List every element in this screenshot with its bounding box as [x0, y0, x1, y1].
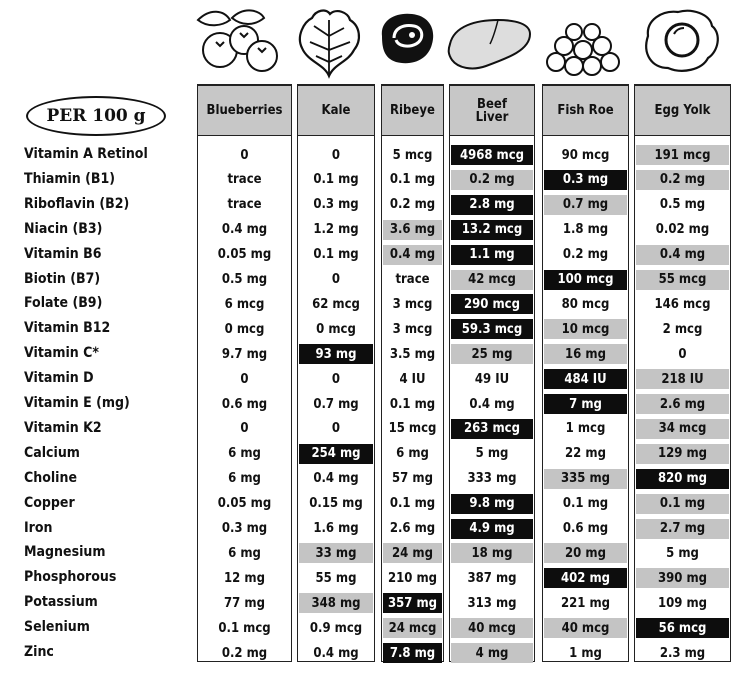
nutrient-value-cell: 0.3 mg: [221, 521, 268, 536]
nutrient-value-cell: 24 mg: [383, 543, 442, 563]
nutrient-value-cell: 2.6 mg: [389, 521, 436, 536]
ribeye-icon: [374, 6, 440, 70]
food-column-header: Kale: [297, 85, 375, 136]
food-column-header: Beef Liver: [449, 85, 535, 136]
nutrient-label: Vitamin D: [24, 370, 94, 387]
nutrient-value-cell: 3.5 mg: [389, 346, 436, 362]
nutrient-value-cell: 221 mg: [560, 595, 611, 611]
nutrient-value-cell: 263 mcg: [451, 419, 533, 439]
nutrient-value-cell: 0.1 mg: [636, 494, 729, 514]
nutrient-value-cell: 18 mg: [451, 543, 533, 563]
nutrient-value-cell: 0: [240, 421, 249, 437]
nutrient-value-cell: 0: [240, 371, 249, 387]
nutrient-value-cell: 9.8 mg: [451, 494, 533, 514]
nutrient-value-cell: 12 mg: [224, 570, 265, 586]
nutrient-value-cell: 1.8 mg: [562, 222, 609, 238]
nutrient-value-cell: 0.02 mg: [655, 222, 710, 238]
nutrient-value-cell: 40 mcg: [544, 618, 627, 638]
nutrient-value-cell: 109 mg: [657, 595, 708, 611]
nutrient-value-cell: 2 mcg: [662, 321, 703, 337]
nutrient-value-cell: 129 mg: [636, 444, 729, 464]
nutrient-value-cell: 90 mcg: [561, 147, 610, 163]
nutrient-value-cell: 0.7 mg: [544, 195, 627, 215]
nutrient-label: Vitamin C*: [24, 345, 99, 362]
nutrient-value-cell: 0.2 mg: [562, 247, 609, 263]
nutrient-value-cell: 0.2 mg: [389, 197, 436, 213]
nutrient-label: Phosphorous: [24, 569, 117, 586]
nutrient-value-cell: 210 mg: [387, 570, 438, 586]
nutrient-value-cell: 7.8 mg: [383, 643, 442, 663]
nutrient-value-cell: 820 mg: [636, 469, 729, 489]
nutrient-value-cell: 390 mg: [636, 568, 729, 588]
nutrient-value-cell: 0.05 mg: [217, 496, 272, 512]
nutrient-value-cell: 0.4 mg: [313, 645, 359, 661]
nutrient-value-cell: 10 mcg: [544, 319, 627, 339]
nutrient-value-cell: 2.8 mg: [451, 195, 533, 215]
nutrient-label: Calcium: [24, 444, 80, 461]
nutrient-value-cell: 146 mcg: [654, 296, 711, 312]
nutrient-value-cell: 313 mg: [467, 595, 517, 611]
food-column-header: Fish Roe: [542, 85, 629, 136]
nutrient-value-cell: 0.4 mg: [383, 245, 442, 265]
nutrient-value-cell: 93 mg: [299, 344, 373, 364]
nutrient-value-cell: 6 mcg: [224, 296, 265, 312]
nutrient-value-cell: 4.9 mg: [451, 519, 533, 539]
nutrient-label: Potassium: [24, 594, 98, 611]
nutrient-value-cell: 6 mg: [396, 446, 429, 462]
nutrient-value-cell: 0.1 mg: [389, 496, 436, 512]
nutrient-value-cell: 0.1 mg: [389, 172, 436, 188]
nutrient-value-cell: 16 mg: [544, 344, 627, 364]
nutrient-value-cell: 254 mg: [299, 444, 373, 464]
nutrient-value-cell: 335 mg: [544, 469, 627, 489]
nutrient-value-cell: 0.1 mg: [313, 247, 359, 263]
nutrient-value-cell: 3.6 mg: [383, 220, 442, 240]
nutrient-value-cell: 6 mg: [228, 446, 261, 462]
food-column: [449, 84, 535, 662]
nutrient-value-cell: 1.2 mg: [313, 222, 359, 238]
nutrient-value-cell: 0.1 mg: [389, 396, 436, 412]
nutrient-value-cell: 290 mcg: [451, 294, 533, 314]
nutrient-value-cell: 0: [331, 371, 341, 387]
nutrient-value-cell: 55 mcg: [636, 270, 729, 290]
nutrient-value-cell: 0.05 mg: [217, 247, 272, 263]
nutrient-value-cell: 6 mg: [228, 545, 261, 561]
nutrient-label: Vitamin K2: [24, 419, 102, 436]
nutrient-label: Folate (B9): [24, 295, 103, 312]
fish-roe-icon: [540, 6, 626, 78]
nutrient-value-cell: 218 IU: [636, 369, 729, 389]
nutrient-value-cell: 42 mcg: [451, 270, 533, 290]
nutrient-value-cell: 2.7 mg: [636, 519, 729, 539]
nutrient-label: Niacin (B3): [24, 220, 103, 237]
nutrient-value-cell: 59.3 mcg: [451, 319, 533, 339]
nutrient-value-cell: 7 mg: [544, 394, 627, 414]
nutrient-value-cell: 100 mcg: [544, 270, 627, 290]
food-column: [381, 84, 444, 662]
nutrient-value-cell: 0.7 mg: [313, 396, 359, 412]
nutrient-value-cell: 0.3 mg: [544, 170, 627, 190]
nutrient-value-cell: 0.6 mg: [221, 396, 268, 412]
nutrient-value-cell: 1.1 mg: [451, 245, 533, 265]
nutrient-value-cell: 0.2 mg: [221, 645, 268, 661]
nutrient-value-cell: 348 mg: [299, 593, 373, 613]
nutrient-label: Vitamin B6: [24, 245, 102, 262]
nutrient-value-cell: 387 mg: [467, 570, 517, 586]
nutrient-value-cell: 62 mcg: [312, 296, 360, 312]
nutrient-value-cell: 0.1 mg: [562, 496, 609, 512]
nutrient-label: Vitamin B12: [24, 320, 111, 337]
nutrient-value-cell: 357 mg: [383, 593, 442, 613]
nutrient-value-cell: 3 mcg: [392, 321, 433, 337]
nutrient-value-cell: 484 IU: [544, 369, 627, 389]
nutrient-value-cell: 0: [331, 421, 341, 437]
food-column: [297, 84, 375, 662]
food-column: [634, 84, 731, 662]
nutrient-label: Biotin (B7): [24, 270, 101, 287]
nutrient-value-cell: 0.5 mg: [659, 197, 706, 213]
nutrient-value-cell: 0.1 mg: [313, 172, 359, 188]
nutrient-value-cell: 5 mg: [475, 446, 509, 462]
nutrient-label: Copper: [24, 494, 75, 511]
nutrient-value-cell: 24 mcg: [383, 618, 442, 638]
nutrient-value-cell: 0: [331, 147, 341, 163]
nutrient-value-cell: 6 mg: [228, 471, 261, 487]
nutrient-value-cell: 0.2 mg: [636, 170, 729, 190]
nutrient-value-cell: 0: [331, 272, 341, 287]
nutrient-value-cell: 9.7 mg: [221, 346, 268, 362]
blueberries-icon: [192, 6, 284, 78]
nutrient-value-cell: 80 mcg: [561, 296, 610, 312]
per-100g-text: PER 100 g: [46, 106, 146, 126]
nutrient-value-cell: 55 mg: [315, 570, 357, 586]
nutrient-label: Magnesium: [24, 544, 106, 561]
nutrient-value-cell: 1.6 mg: [313, 521, 359, 536]
nutrient-value-cell: 57 mg: [392, 471, 433, 487]
nutrient-value-cell: 33 mg: [299, 543, 373, 563]
nutrient-value-cell: trace: [227, 197, 262, 213]
nutrient-label: Thiamin (B1): [24, 170, 116, 187]
nutrient-value-cell: 77 mg: [224, 595, 265, 611]
nutrient-value-cell: 1 mcg: [565, 421, 606, 437]
nutrient-value-cell: 56 mcg: [636, 618, 729, 638]
nutrient-value-cell: 0.5 mg: [221, 272, 268, 287]
nutrient-value-cell: 4 mg: [451, 643, 533, 663]
nutrient-value-cell: 4 IU: [399, 371, 426, 387]
food-column-header: Ribeye: [381, 85, 444, 136]
kale-icon: [294, 6, 364, 80]
nutrient-value-cell: 5 mg: [666, 545, 699, 561]
nutrient-value-cell: 13.2 mcg: [451, 220, 533, 240]
nutrient-value-cell: 40 mcg: [451, 618, 533, 638]
nutrient-value-cell: 333 mg: [467, 471, 517, 487]
nutrient-label: Vitamin E (mg): [24, 395, 130, 411]
nutrient-value-cell: 2.6 mg: [636, 394, 729, 414]
nutrient-value-cell: trace: [227, 172, 262, 188]
nutrient-value-cell: 191 mcg: [636, 145, 729, 165]
nutrient-value-cell: 0: [678, 346, 687, 362]
nutrient-value-cell: 0.3 mg: [313, 197, 359, 213]
nutrient-value-cell: 4968 mcg: [451, 145, 533, 165]
nutrient-value-cell: 0.15 mg: [309, 496, 363, 512]
nutrient-value-cell: 2.3 mg: [659, 645, 706, 661]
nutrient-value-cell: 34 mcg: [636, 419, 729, 439]
nutrient-value-cell: 20 mg: [544, 543, 627, 563]
nutrient-value-cell: 25 mg: [451, 344, 533, 364]
per-100g-label: [26, 96, 166, 136]
nutrient-value-cell: 0.1 mcg: [218, 620, 271, 636]
egg-yolk-icon: [638, 6, 724, 78]
nutrient-value-cell: trace: [395, 272, 430, 287]
nutrient-label: Riboflavin (B2): [24, 195, 130, 212]
nutrient-value-cell: 3 mcg: [392, 296, 433, 312]
nutrient-value-cell: 0.2 mg: [451, 170, 533, 190]
nutrient-label: Vitamin A Retinol: [24, 146, 148, 162]
nutrient-value-cell: 49 IU: [474, 371, 510, 387]
nutrient-value-cell: 0.4 mg: [636, 245, 729, 265]
nutrient-value-cell: 5 mcg: [392, 147, 433, 163]
nutrient-value-cell: 1 mg: [569, 645, 602, 661]
nutrient-value-cell: 0.9 mcg: [309, 620, 363, 636]
nutrient-value-cell: 402 mg: [544, 568, 627, 588]
nutrient-value-cell: 0: [240, 147, 249, 163]
liver-icon: [446, 6, 534, 76]
food-column: [197, 84, 292, 662]
nutrient-value-cell: 15 mcg: [388, 421, 437, 437]
nutrient-label: Zinc: [24, 644, 54, 660]
nutrient-value-cell: 0.4 mg: [221, 222, 268, 238]
nutrient-value-cell: 0.4 mg: [313, 471, 359, 487]
food-column: [542, 84, 629, 662]
nutrient-value-cell: 0.4 mg: [469, 396, 515, 412]
nutrient-label: Choline: [24, 469, 78, 486]
nutrient-label: Selenium: [24, 619, 90, 636]
nutrient-value-cell: 22 mg: [565, 446, 606, 462]
nutrient-label: Iron: [24, 519, 53, 536]
nutrient-value-cell: 0 mcg: [316, 321, 356, 337]
nutrient-value-cell: 0.6 mg: [562, 521, 609, 536]
food-column-header: Egg Yolk: [634, 85, 731, 136]
nutrient-value-cell: 0 mcg: [224, 321, 265, 337]
food-column-header: Blueberries: [197, 85, 292, 136]
